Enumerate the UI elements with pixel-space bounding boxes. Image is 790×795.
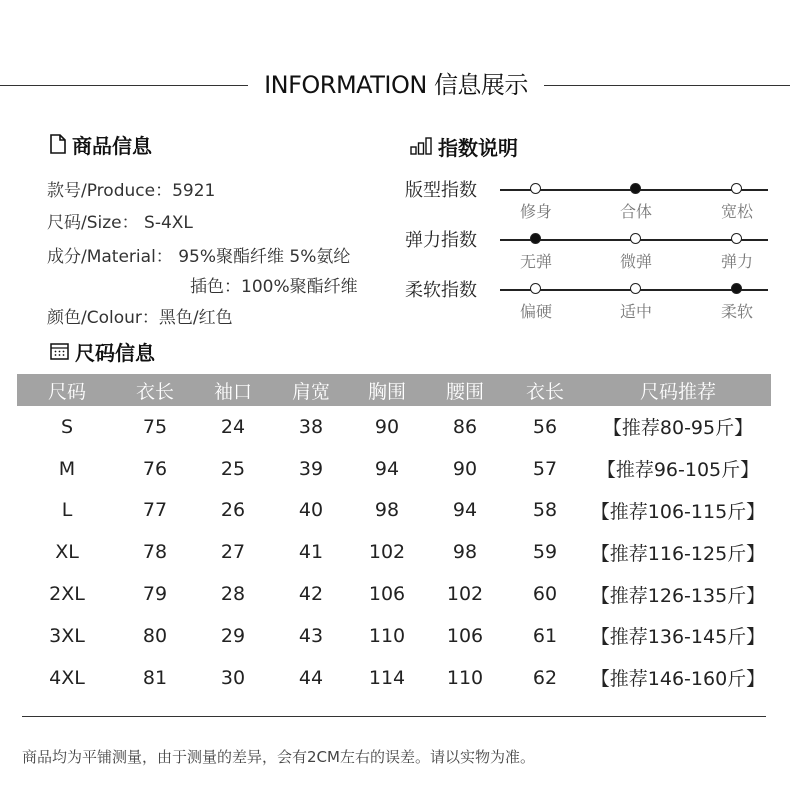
table-cell: M (58, 457, 76, 480)
elasticity-option-label: 无弹 (519, 252, 552, 271)
table-cell: 【推荐106-115斤】 (590, 500, 766, 523)
table-cell: 86 (452, 415, 478, 438)
elasticity-option-dot-slight (630, 233, 641, 244)
title-divider-left (0, 85, 248, 86)
table-row (17, 406, 771, 448)
table-row (17, 615, 771, 657)
table-cell: 【推荐80-95斤】 (602, 417, 754, 440)
table-row (17, 448, 771, 490)
table-cell: 56 (532, 415, 558, 438)
table-cell: 79 (142, 583, 168, 606)
softness-option-dot-firm (530, 283, 541, 294)
table-cell: 98 (452, 541, 478, 564)
table-cell: 61 (532, 624, 558, 647)
table-cell: 77 (142, 499, 168, 522)
table-row (17, 573, 771, 615)
table-cell: 39 (298, 457, 324, 480)
table-cell: 110 (446, 666, 484, 689)
fit-option-dot-loose (731, 183, 742, 194)
elasticity-index-scale (500, 229, 768, 269)
bar-index-icon (410, 137, 432, 155)
elasticity-option-dot-stretch (731, 233, 742, 244)
softness-option-dot-medium (630, 283, 641, 294)
softness-option-label: 柔软 (720, 302, 753, 321)
table-cell: 75 (142, 415, 168, 438)
table-cell: 30 (220, 666, 246, 689)
index-info-heading (410, 132, 518, 160)
table-cell: 94 (374, 457, 400, 480)
table-cell: 29 (220, 624, 246, 647)
table-cell: 42 (298, 583, 324, 606)
measurement-footnote: 商品均为平铺测量，由于测量的差异，会有2CM左右的误差。请以实物为准。 (22, 748, 535, 766)
column-header: 肩宽 (273, 374, 349, 406)
table-cell: 【推荐126-135斤】 (590, 584, 766, 607)
column-header: 衣长 (505, 374, 585, 406)
table-cell: 102 (368, 541, 406, 564)
table-cell: 25 (220, 457, 246, 480)
table-cell: 24 (220, 415, 246, 438)
table-cell: 102 (446, 583, 484, 606)
fit-option-label: 合体 (619, 202, 652, 221)
size-table (17, 374, 771, 699)
fit-option-label: 宽松 (720, 202, 753, 221)
softness-option-label: 适中 (619, 302, 652, 321)
fit-option-dot-slim (530, 183, 541, 194)
table-cell: 2XL (49, 583, 85, 606)
product-info-heading-text: 商品信息 (72, 133, 152, 158)
table-cell: 98 (374, 499, 400, 522)
column-header: 腰围 (425, 374, 505, 406)
index-info-heading-text: 指数说明 (438, 135, 518, 160)
table-cell: 57 (532, 457, 558, 480)
table-cell: 76 (142, 457, 168, 480)
table-cell: 90 (374, 415, 400, 438)
table-cell: 43 (298, 624, 324, 647)
table-cell: 【推荐146-160斤】 (590, 668, 766, 691)
table-cell: 106 (368, 583, 406, 606)
softness-index-label: 柔软指数 (405, 280, 477, 301)
table-cell: 3XL (49, 624, 85, 647)
table-cell: 44 (298, 666, 324, 689)
table-cell: 62 (532, 666, 558, 689)
info-title-bar (0, 62, 790, 108)
table-cell: 81 (142, 666, 168, 689)
table-cell: 90 (452, 457, 478, 480)
table-cell: 114 (368, 666, 406, 689)
product-info-heading (50, 130, 152, 158)
table-row (17, 657, 771, 699)
table-cell: XL (55, 541, 79, 564)
page-title: INFORMATION 信息展示 (264, 71, 528, 99)
fit-index-scale (500, 179, 768, 219)
fit-option-label: 修身 (519, 202, 552, 221)
table-cell: 60 (532, 583, 558, 606)
softness-option-label: 偏硬 (519, 302, 552, 321)
product-size-range: 尺码/Size： S-4XL (47, 213, 193, 233)
fit-index-label: 版型指数 (405, 180, 477, 201)
table-cell: 80 (142, 624, 168, 647)
grid-table-icon (50, 342, 69, 360)
table-cell: 41 (298, 541, 324, 564)
fit-option-dot-regular (630, 183, 641, 194)
table-cell: 27 (220, 541, 246, 564)
table-row (17, 490, 771, 532)
table-cell: 78 (142, 541, 168, 564)
table-cell: 40 (298, 499, 324, 522)
table-cell: 【推荐116-125斤】 (590, 542, 766, 565)
product-accent-material: 插色：100%聚酯纤维 (190, 277, 358, 297)
softness-index-scale (500, 279, 768, 319)
table-cell: 94 (452, 499, 478, 522)
size-info-heading (50, 337, 155, 365)
size-table-header (17, 374, 771, 406)
table-cell: 【推荐136-145斤】 (590, 626, 766, 649)
table-cell: 38 (298, 415, 324, 438)
table-cell: 26 (220, 499, 246, 522)
elasticity-index-label: 弹力指数 (405, 230, 477, 251)
column-header: 尺码推荐 (585, 374, 771, 406)
elasticity-option-dot-none (530, 233, 541, 244)
column-header: 尺码 (17, 374, 117, 406)
softness-option-dot-soft (731, 283, 742, 294)
table-cell: 106 (446, 624, 484, 647)
table-cell: 59 (532, 541, 558, 564)
product-colour: 颜色/Colour：黑色/红色 (47, 308, 233, 328)
document-icon (50, 134, 66, 154)
product-material: 成分/Material： 95%聚酯纤维 5%氨纶 (47, 247, 351, 267)
elasticity-option-label: 微弹 (619, 252, 652, 271)
table-cell: 28 (220, 583, 246, 606)
column-header: 袖口 (193, 374, 273, 406)
size-info-heading-text: 尺码信息 (75, 340, 155, 365)
footer-divider (22, 716, 766, 717)
title-divider-right (544, 85, 790, 86)
table-cell: 58 (532, 499, 558, 522)
product-code: 款号/Produce：5921 (47, 181, 216, 201)
table-cell: S (60, 415, 74, 438)
table-cell: L (61, 499, 73, 522)
column-header: 衣长 (117, 374, 193, 406)
table-cell: 4XL (49, 666, 85, 689)
column-header: 胸围 (349, 374, 425, 406)
elasticity-option-label: 弹力 (720, 252, 753, 271)
table-cell: 110 (368, 624, 406, 647)
table-cell: 【推荐96-105斤】 (596, 459, 760, 482)
table-row (17, 531, 771, 573)
